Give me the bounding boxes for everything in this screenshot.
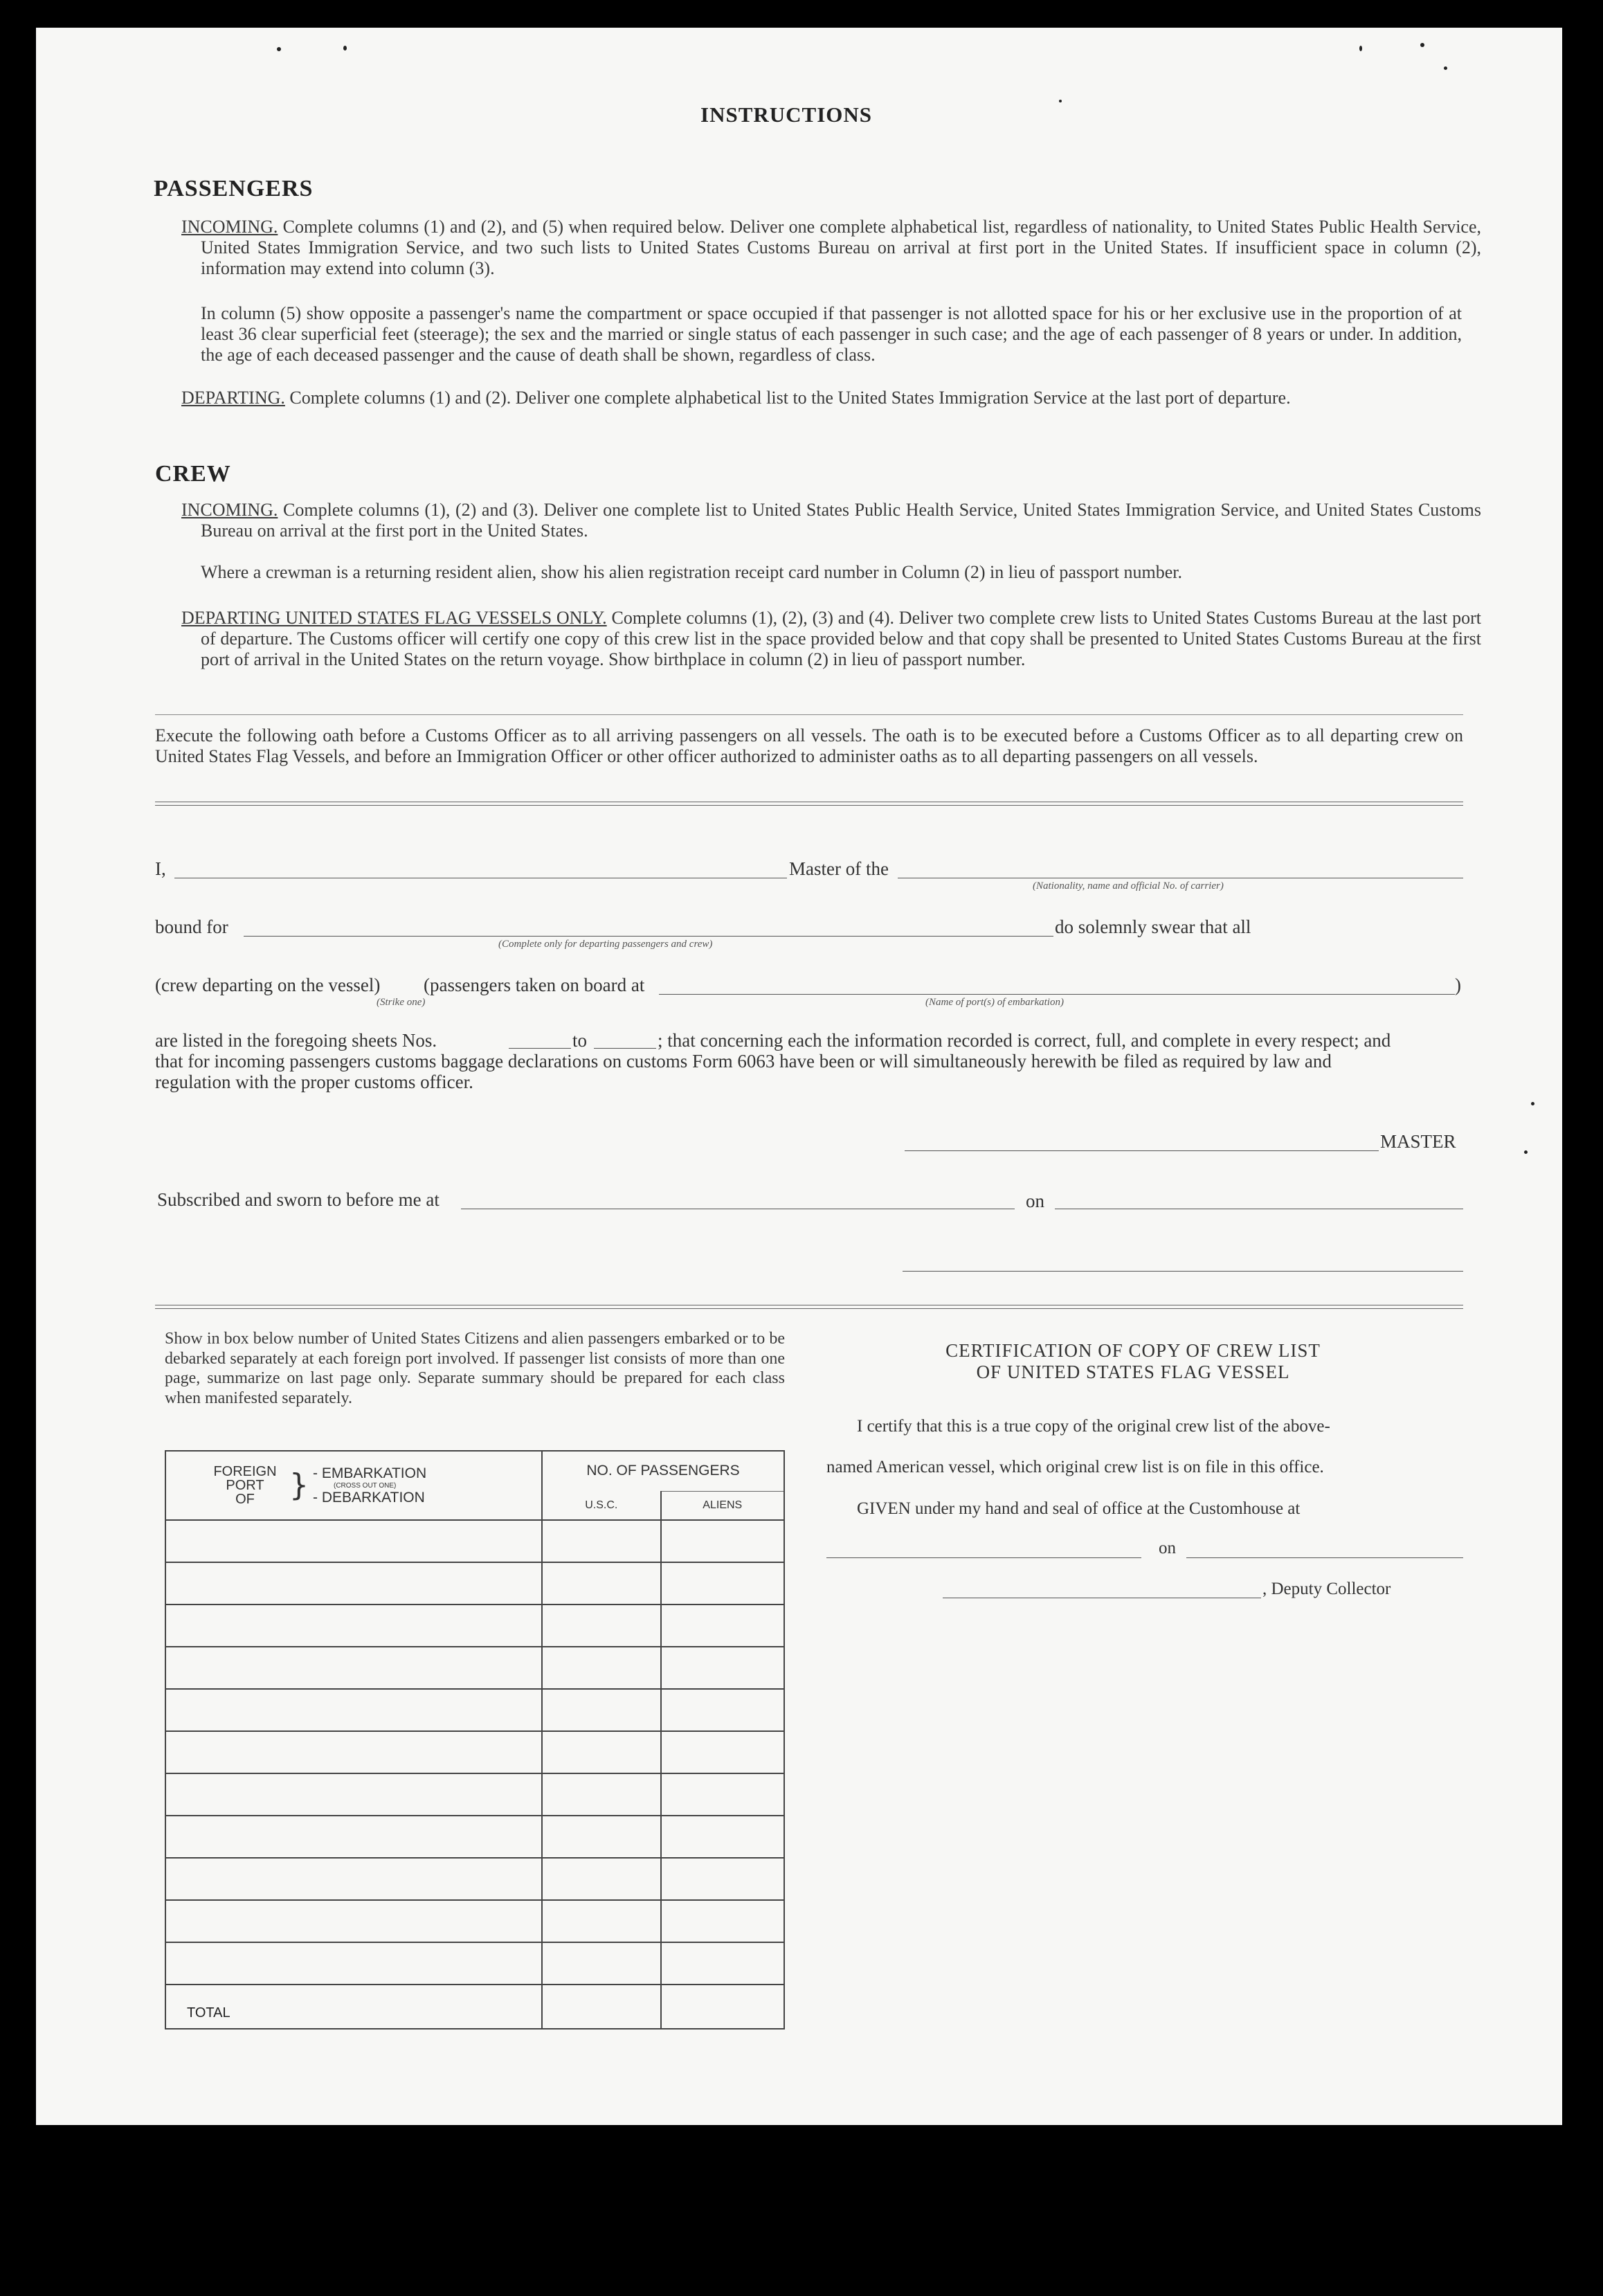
- certification-date-field[interactable]: [1186, 1557, 1463, 1558]
- certification-on-label: on: [1159, 1539, 1176, 1557]
- certification-title-line1: CERTIFICATION OF COPY OF CREW LIST: [945, 1340, 1321, 1361]
- crew-incoming-label: INCOMING.: [181, 500, 278, 520]
- usc-cell[interactable]: [542, 1520, 660, 1562]
- scan-speck: [1359, 46, 1362, 51]
- aliens-cell[interactable]: [661, 1605, 784, 1647]
- form-page: [36, 28, 1562, 2125]
- port-cell[interactable]: [165, 1520, 542, 1562]
- sheets-to-field[interactable]: [594, 1048, 656, 1049]
- aliens-cell[interactable]: [661, 1858, 784, 1900]
- scan-speck: [1524, 1150, 1528, 1154]
- listed-to: to: [572, 1030, 588, 1051]
- port-field[interactable]: [659, 994, 1455, 995]
- crew-departing-text: Complete columns (1), (2), (3) and (4). Deliver two complete crew lists to United States Customs Bureau at the last port of departure. The Customs officer will certify one copy of this crew list in the space provided below and that copy shall be presented to United States Customs Bureau at the first port of arrival in the United States on the return voyage. Show birthplace in column (2) in lieu of passport number.: [201, 608, 1481, 669]
- usc-cell[interactable]: [542, 1900, 660, 1942]
- subscribed-label: Subscribed and sworn to before me at: [157, 1189, 440, 1210]
- section-divider: [155, 714, 1463, 715]
- scan-speck: [1059, 100, 1062, 102]
- usc-cell[interactable]: [542, 1731, 660, 1773]
- aliens-cell[interactable]: [661, 1900, 784, 1942]
- usc-cell[interactable]: [542, 1647, 660, 1689]
- table-row: [165, 1689, 784, 1731]
- table-row: [165, 1647, 784, 1689]
- port-cell[interactable]: [165, 1900, 542, 1942]
- port-caption: (Name of port(s) of embarkation): [925, 997, 1064, 1008]
- oath-top-rule: [155, 802, 1463, 806]
- passengers-incoming-label: INCOMING.: [181, 217, 278, 237]
- given-line: GIVEN under my hand and seal of office at the Customhouse at: [857, 1499, 1301, 1518]
- deputy-collector-label: , Deputy Collector: [1262, 1580, 1391, 1598]
- cross-out-one-caption: (CROSS OUT ONE): [334, 1481, 397, 1490]
- port-cell[interactable]: [165, 1816, 542, 1858]
- passengers-departing-text: Complete columns (1) and (2). Deliver one complete alphabetical list to the United States Immigration Service at the last port of departure.: [284, 388, 1291, 408]
- port-cell[interactable]: [165, 1562, 542, 1605]
- solemnly-swear-label: do solemnly swear that all: [1055, 916, 1251, 937]
- passengers-departing-label: DEPARTING.: [181, 388, 285, 408]
- listed-line2: that for incoming passengers customs baggage declarations on customs Form 6063 have been or will simultaneously herewith be filed as required by law and: [155, 1051, 1332, 1072]
- aliens-cell[interactable]: [661, 1942, 784, 1985]
- oath-i-label: I,: [155, 858, 166, 879]
- table-row: [165, 1942, 784, 1985]
- aliens-cell[interactable]: [661, 1731, 784, 1773]
- total-label: TOTAL: [165, 1985, 542, 2029]
- table-row: [165, 1900, 784, 1942]
- passengers-incoming-text: Complete columns (1) and (2), and (5) when required below. Deliver one complete alphabetical list, regardless of nationality, to United States Public Health Service, United States Immigration Service, and two such lists to United States Customs Bureau on arrival at first port in the United States. If insufficient space in column (2), information may extend into column (3).: [201, 217, 1481, 278]
- port-header-cell: [165, 1451, 542, 1520]
- table-row: [165, 1773, 784, 1816]
- brace-icon: }: [289, 1467, 309, 1503]
- embarkation-label: - EMBARKATION: [313, 1465, 427, 1481]
- debarkation-label: - DEBARKATION: [313, 1489, 425, 1506]
- usc-cell[interactable]: [542, 1816, 660, 1858]
- aliens-cell[interactable]: [661, 1647, 784, 1689]
- usc-cell[interactable]: [542, 1942, 660, 1985]
- usc-cell[interactable]: [542, 1689, 660, 1731]
- officer-signature-field[interactable]: [903, 1271, 1463, 1272]
- no-of-passengers-header: NO. OF PASSENGERS: [542, 1451, 784, 1491]
- total-row: [165, 1985, 784, 2029]
- passenger-summary-table: [165, 1450, 785, 2030]
- master-label: MASTER: [1380, 1131, 1456, 1152]
- table-row: [165, 1858, 784, 1900]
- nationality-caption: (Nationality, name and official No. of carrier): [1033, 880, 1224, 892]
- port-cell[interactable]: [165, 1605, 542, 1647]
- crew-incoming-text: Complete columns (1), (2) and (3). Deliver one complete list to United States Public Health Service, United States Immigration Service, and United States Customs Bureau on arrival at the first port in the United States.: [201, 500, 1481, 541]
- aliens-cell[interactable]: [661, 1562, 784, 1605]
- strike-one-caption: (Strike one): [377, 997, 426, 1008]
- table-row: [165, 1816, 784, 1858]
- customhouse-field[interactable]: [826, 1557, 1141, 1558]
- usc-cell[interactable]: [542, 1858, 660, 1900]
- table-row: [165, 1605, 784, 1647]
- bound-for-label: bound for: [155, 916, 228, 937]
- port-close-paren: ): [1455, 975, 1461, 995]
- crew-heading: CREW: [155, 461, 231, 487]
- aliens-cell[interactable]: [661, 1520, 784, 1562]
- crew-departing-label: DEPARTING UNITED STATES FLAG VESSELS ONLY.: [181, 608, 607, 628]
- summary-rows: [165, 1520, 784, 1985]
- aliens-cell[interactable]: [661, 1773, 784, 1816]
- scan-speck: [343, 46, 347, 51]
- port-cell[interactable]: [165, 1731, 542, 1773]
- port-cell[interactable]: [165, 1689, 542, 1731]
- passengers-column5-paragraph: In column (5) show opposite a passenger's name the compartment or space occupied if that passenger is not allotted space for his or her exclusive use in the proportion of at least 36 clear superficial feet (steerage); the sex and the married or single status of each passenger in such case; and the age of each passenger of 8 years or under. In addition, the age of each deceased passenger and the cause of death shall be shown, regardless of class.: [201, 303, 1462, 365]
- certification-title: [801, 1340, 1465, 1383]
- crew-departing-paragraph: [181, 608, 1481, 670]
- passengers-incoming-paragraph: [181, 217, 1481, 279]
- master-signature-field[interactable]: [905, 1150, 1379, 1151]
- certify-line2: named American vessel, which original crew list is on file in this office.: [826, 1458, 1324, 1476]
- subscribed-on-label: on: [1026, 1191, 1044, 1211]
- crew-crewman-paragraph: Where a crewman is a returning resident alien, show his alien registration receipt card number in Column (2) in lieu of passport number.: [201, 562, 1183, 582]
- summary-instructions: Show in box below number of United States Citizens and alien passengers embarked or to be debarked separately at each foreign port involved. If passenger list consists of more than one page, summarize on last page only. Separate summary should be prepared for each class when manifested separately.: [165, 1330, 785, 1407]
- passengers-heading: PASSENGERS: [154, 176, 314, 201]
- total-aliens-cell[interactable]: [661, 1985, 784, 2029]
- usc-cell[interactable]: [542, 1562, 660, 1605]
- port-cell[interactable]: [165, 1942, 542, 1985]
- scan-speck: [1531, 1102, 1534, 1105]
- crew-incoming-paragraph: [181, 500, 1481, 541]
- listed-post: ; that concerning each the information recorded is correct, full, and complete in every respect; and: [658, 1030, 1391, 1051]
- table-row: [165, 1520, 784, 1562]
- port-cell[interactable]: [165, 1773, 542, 1816]
- scan-speck: [277, 47, 281, 51]
- table-row: [165, 1562, 784, 1605]
- oath-bottom-rule: [155, 1305, 1463, 1309]
- usc-cell[interactable]: [542, 1605, 660, 1647]
- table-header-row: [165, 1451, 784, 1491]
- oath-instructions: Execute the following oath before a Customs Officer as to all arriving passengers on all vessels. The oath is to be executed before a Customs Officer as to all departing crew on United States Flag Vessels, and before an Immigration Officer or other officer authorized to administer oaths as to all departing passengers on all vessels.: [155, 725, 1463, 766]
- bound-for-field[interactable]: [244, 936, 1053, 937]
- scan-speck: [1444, 66, 1447, 70]
- table-row: [165, 1731, 784, 1773]
- master-of-the-label: Master of the: [789, 858, 889, 879]
- usc-cell[interactable]: [542, 1773, 660, 1816]
- port-cell[interactable]: [165, 1647, 542, 1689]
- port-cell[interactable]: [165, 1858, 542, 1900]
- passengers-taken-option[interactable]: (passengers taken on board at: [424, 975, 645, 995]
- scan-speck: [1420, 43, 1424, 47]
- listed-pre: are listed in the foregoing sheets Nos.: [155, 1030, 437, 1051]
- certify-line1: I certify that this is a true copy of the original crew list of the above-: [857, 1417, 1330, 1436]
- page-title: INSTRUCTIONS: [700, 102, 873, 127]
- usc-header: U.S.C.: [542, 1491, 660, 1520]
- passengers-departing-paragraph: [181, 388, 1481, 408]
- aliens-header: ALIENS: [661, 1491, 784, 1520]
- listed-line3: regulation with the proper customs officer.: [155, 1072, 473, 1092]
- complete-only-caption: (Complete only for departing passengers and crew): [498, 939, 713, 950]
- aliens-cell[interactable]: [661, 1689, 784, 1731]
- foreign-port-of-label: FOREIGN PORT OF: [213, 1464, 277, 1507]
- total-usc-cell[interactable]: [542, 1985, 660, 2029]
- aliens-cell[interactable]: [661, 1816, 784, 1858]
- crew-departing-option[interactable]: (crew departing on the vessel): [155, 975, 381, 995]
- sheets-from-field[interactable]: [509, 1048, 571, 1049]
- certification-title-line2: OF UNITED STATES FLAG VESSEL: [976, 1362, 1290, 1382]
